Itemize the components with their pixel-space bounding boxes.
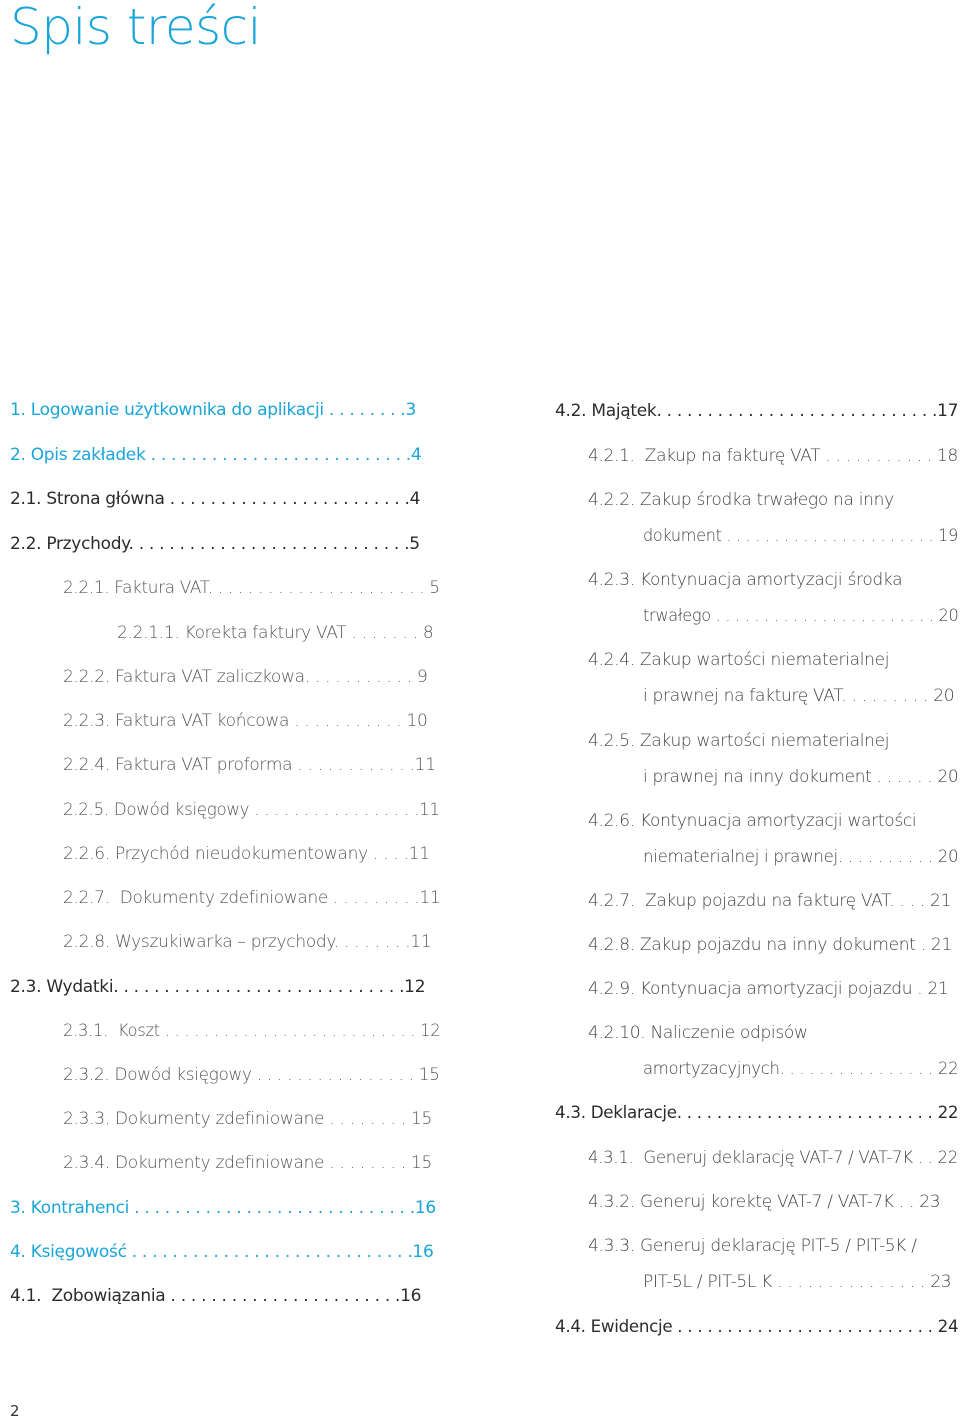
toc-entry-2-2[interactable]: 2.2. Przychody. . . . . . . . . . . . . . . . . . . . . . . . . . . .5 [10,534,420,554]
toc-entry-2-3[interactable]: 2.3. Wydatki. . . . . . . . . . . . . . . . . . . . . . . . . . . . .12 [10,977,426,997]
toc-entry-2-1[interactable]: 2.1. Strona główna . . . . . . . . . . . . . . . . . . . . . . . .4 [10,489,421,509]
toc-entry-4-2-10-cont[interactable]: amortyzacyjnych. . . . . . . . . . . . . . . . 22 [643,1059,959,1079]
toc-entry-4-1[interactable]: 4.1. Zobowiązania . . . . . . . . . . . . . . . . . . . . . . .16 [10,1286,422,1306]
toc-entry-4-2-5[interactable]: 4.2.5. Zakup wartości niematerialnej [588,731,890,751]
toc-entry-2-2-2[interactable]: 2.2.2. Faktura VAT zaliczkowa. . . . . . . . . . . 9 [63,667,428,687]
toc-entry-4-3[interactable]: 4.3. Deklaracje. . . . . . . . . . . . . . . . . . . . . . . . . . 22 [555,1103,959,1123]
toc-entry-4-2-6[interactable]: 4.2.6. Kontynuacja amortyzacji wartości [588,811,917,831]
toc-entry-4-3-3-cont[interactable]: PIT-5L / PIT-5L K . . . . . . . . . . . . . . . 23 [643,1272,952,1292]
toc-entry-4-3-2[interactable]: 4.3.2. Generuj korektę VAT-7 / VAT-7K . . 23 [588,1192,941,1212]
toc-entry-2-2-1[interactable]: 2.2.1. Faktura VAT. . . . . . . . . . . . . . . . . . . . . . 5 [63,578,440,598]
toc-entry-2-2-5[interactable]: 2.2.5. Dowód księgowy . . . . . . . . . . . . . . . . .11 [63,800,440,820]
toc-entry-4-2-4-cont[interactable]: i prawnej na fakturę VAT. . . . . . . . . 20 [643,686,955,706]
toc-entry-4-2-1[interactable]: 4.2.1. Zakup na fakturę VAT . . . . . . . . . . . 18 [588,446,958,466]
toc-entry-2-2-6[interactable]: 2.2.6. Przychód nieudokumentowany . . . .11 [63,844,430,864]
toc-entry-2-2-3[interactable]: 2.2.3. Faktura VAT końcowa . . . . . . . . . . . 10 [63,711,428,731]
toc-entry-1[interactable]: 1. Logowanie użytkownika do aplikacji . . . . . . . .3 [10,400,416,420]
toc-entry-4-2-2-cont[interactable]: dokument . . . . . . . . . . . . . . . . . . . . . . 19 [643,526,959,546]
toc-entry-4-2-3-cont[interactable]: trwałego . . . . . . . . . . . . . . . . . . . . . . . 20 [643,606,959,626]
toc-entry-2-3-2[interactable]: 2.3.2. Dowód księgowy . . . . . . . . . . . . . . . . 15 [63,1065,440,1085]
toc-entry-4-2-2[interactable]: 4.2.2. Zakup środka trwałego na inny [588,490,894,510]
toc-entry-2-3-3[interactable]: 2.3.3. Dokumenty zdefiniowane . . . . . . . . 15 [63,1109,433,1129]
toc-entry-2-2-1-1[interactable]: 2.2.1.1. Korekta faktury VAT . . . . . . . 8 [117,623,434,643]
toc-entry-2-2-7[interactable]: 2.2.7. Dokumenty zdefiniowane . . . . . . . . .11 [63,888,441,908]
toc-entry-4-2[interactable]: 4.2. Majątek. . . . . . . . . . . . . . . . . . . . . . . . . . . .17 [555,401,959,421]
toc-entry-4-3-1[interactable]: 4.3.1. Generuj deklarację VAT-7 / VAT-7K . . 22 [588,1148,958,1168]
toc-entry-4-2-10[interactable]: 4.2.10. Naliczenie odpisów [588,1023,808,1043]
toc-entry-4[interactable]: 4. Księgowość . . . . . . . . . . . . . . . . . . . . . . . . . . . .16 [10,1242,434,1262]
toc-entry-2-3-1[interactable]: 2.3.1. Koszt . . . . . . . . . . . . . . . . . . . . . . . . . . 12 [63,1021,441,1041]
page-number: 2 [10,1402,20,1420]
toc-entry-2[interactable]: 2. Opis zakładek . . . . . . . . . . . . . . . . . . . . . . . . . .4 [10,445,422,465]
page-title: Spis treści [10,0,262,56]
toc-entry-4-2-3[interactable]: 4.2.3. Kontynuacja amortyzacji środka [588,570,903,590]
toc-entry-3[interactable]: 3. Kontrahenci . . . . . . . . . . . . . . . . . . . . . . . . . . . .16 [10,1198,436,1218]
toc-entry-4-2-5-cont[interactable]: i prawnej na inny dokument . . . . . . 20 [643,767,959,787]
toc-entry-4-2-6-cont[interactable]: niematerialnej i prawnej. . . . . . . . . . 20 [643,847,959,867]
toc-entry-4-3-3[interactable]: 4.3.3. Generuj deklarację PIT-5 / PIT-5K / [588,1236,917,1256]
toc-entry-4-2-8[interactable]: 4.2.8. Zakup pojazdu na inny dokument . 21 [588,935,952,955]
toc-entry-4-2-4[interactable]: 4.2.4. Zakup wartości niematerialnej [588,650,890,670]
toc-entry-4-2-7[interactable]: 4.2.7. Zakup pojazdu na fakturę VAT. . . . 21 [588,891,952,911]
toc-entry-2-3-4[interactable]: 2.3.4. Dokumenty zdefiniowane . . . . . . . . 15 [63,1153,433,1173]
toc-entry-4-4[interactable]: 4.4. Ewidencje . . . . . . . . . . . . . . . . . . . . . . . . . . 24 [555,1317,959,1337]
toc-entry-4-2-9[interactable]: 4.2.9. Kontynuacja amortyzacji pojazdu . 21 [588,979,949,999]
toc-entry-2-2-4[interactable]: 2.2.4. Faktura VAT proforma . . . . . . . . . . . .11 [63,755,436,775]
toc-entry-2-2-8[interactable]: 2.2.8. Wyszukiwarka – przychody. . . . . . . .11 [63,932,432,952]
